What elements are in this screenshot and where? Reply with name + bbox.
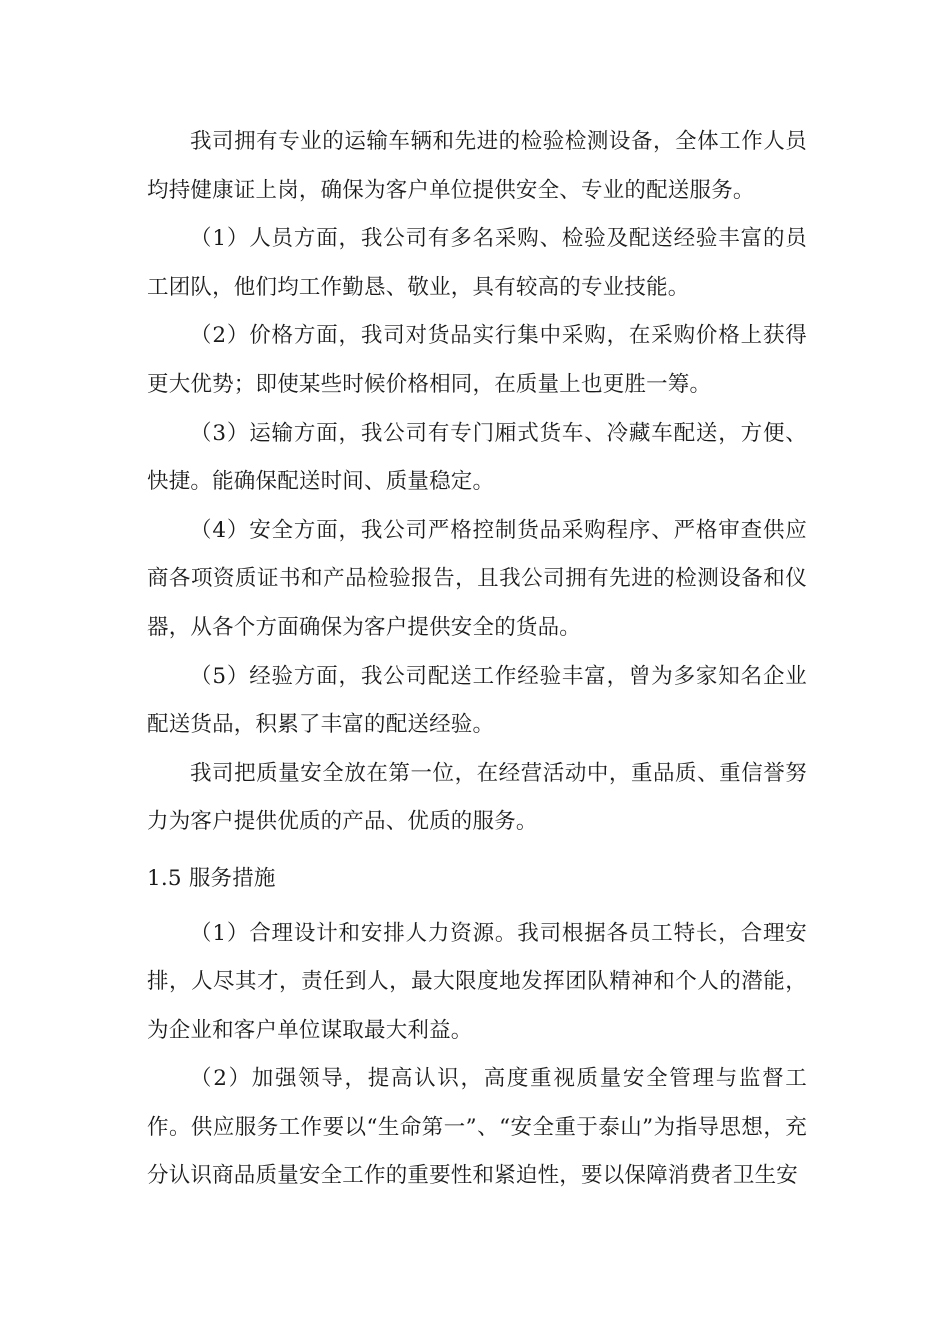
paragraph-leadership: （2）加强领导，提高认识，高度重视质量安全管理与监督工作。供应服务工作要以“生命第一”、“安全重于泰山”为指导思想，充分认识商品质量安全工作的重要性和紧迫性，要以保障消费者卫生安: [147, 1066, 807, 1189]
paragraph-experience: （5）经验方面，我公司配送工作经验丰富，曾为多家知名企业配送货品，积累了丰富的配送经验。: [147, 663, 807, 738]
paragraph-safety: （4）安全方面，我公司严格控制货品采购程序、严格审查供应商各项资质证书和产品检验报告，且我公司拥有先进的检测设备和仪器，从各个方面确保为客户提供安全的货品。: [147, 517, 807, 640]
paragraph-price: （2）价格方面，我司对货品实行集中采购，在采购价格上获得更大优势；即使某些时候价格相同，在质量上也更胜一筹。: [147, 323, 807, 397]
paragraph-quality: 我司把质量安全放在第一位，在经营活动中，重品质、重信誉努力为客户提供优质的产品、优质的服务。: [147, 760, 807, 835]
paragraph-intro: 我司拥有专业的运输车辆和先进的检验检测设备，全体工作人员均持健康证上岗，确保为客户单位提供安全、专业的配送服务。: [147, 129, 807, 203]
paragraph-transport: （3）运输方面，我公司有专门厢式货车、冷藏车配送，方便、快捷。能确保配送时间、质量稳定。: [147, 420, 807, 495]
paragraph-hr: （1）合理设计和安排人力资源。我司根据各员工特长，合理安排，人尽其才，责任到人，最大限度地发挥团队精神和个人的潜能，为企业和客户单位谋取最大利益。: [147, 920, 807, 1043]
section-heading: 1.5 服务措施: [147, 865, 276, 891]
document-page: [147, 118, 807, 1201]
paragraph-personnel: （1）人员方面，我公司有多名采购、检验及配送经验丰富的员工团队，他们均工作勤恳、敬业，具有较高的专业技能。: [147, 226, 807, 300]
